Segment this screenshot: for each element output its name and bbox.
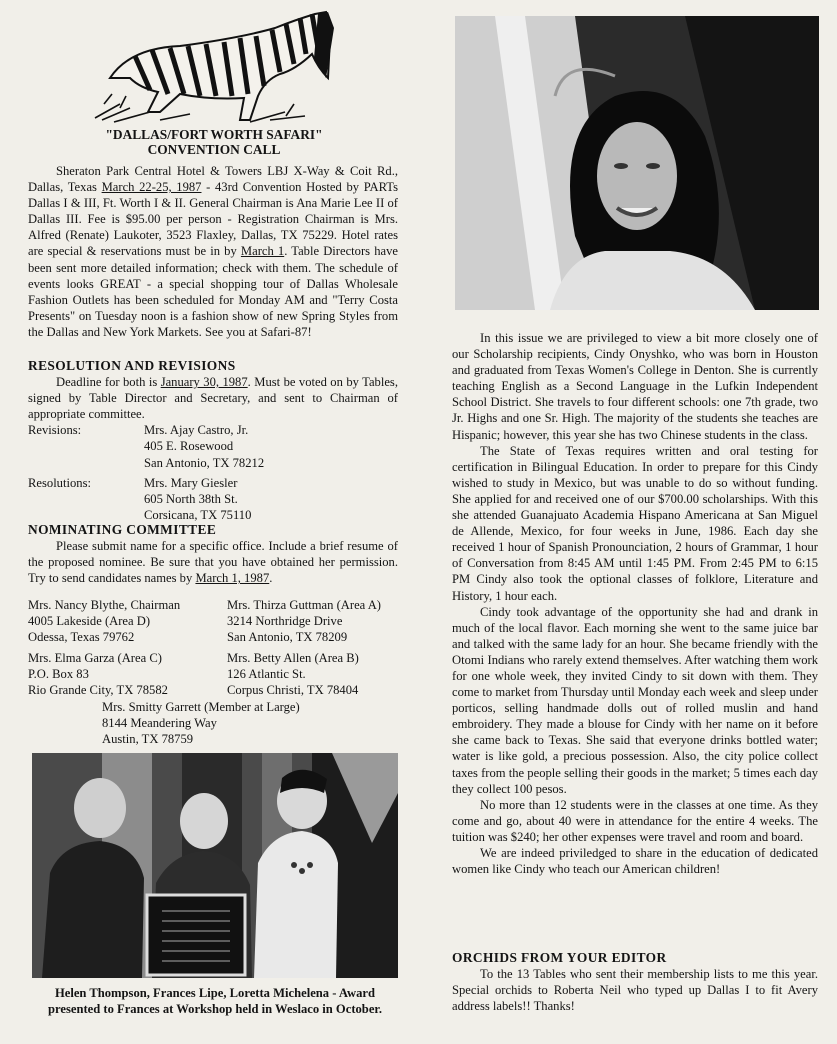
resolutions-contact: Resolutions: Mrs. Mary Giesler 605 North 38th St. Corsicana, TX 75110	[28, 475, 252, 522]
reservation-deadline: March 1	[240, 244, 285, 259]
orchids-section	[452, 950, 818, 1014]
nominee-contact: Mrs. Nancy Blythe, Chairman 4005 Lakeside (Area D) Odessa, Texas 79762	[28, 598, 181, 645]
revisions-contact: Revisions: Mrs. Ajay Castro, Jr. 405 E. Rosewood San Antonio, TX 78212	[28, 423, 265, 470]
nominee-contact: Mrs. Betty Allen (Area B) 126 Atlantic St. Corpus Christi, TX 78404	[227, 651, 359, 698]
article-paragraph: Cindy took advantage of the opportunity she had and drank in much of the local flavor. Each morning she went to the same juice bar and talked with the same lady for an hour. She became friendly with the Otomi Indians who rarely extend themselves. After watching them work for one whole week, they invited Cindy to sit down with them. They come to market from Thursday until Monday each week and sleep under porticos, selling handmade dolls out of rolled muslin and hand embroidery. They made a blouse for Cindy with her name on it before she came back to Texas. She said that everyone drinks bottled water; water is like gold, a precious possession. Also, the city police collect taxes from the people selling their goods in the market; 5 times each day they collect 100 pesos.	[452, 604, 818, 796]
scholarship-article	[452, 330, 818, 877]
safari-paragraph: Sheraton Park Central Hotel & Towers LBJ X-Way & Coit Rd., Dallas, Texas March 22-25, 1987 - 43rd Convention Hosted by PARTs Dallas I & III, Ft. Worth I & II. General Chairman is Ana Marie Lee II of Dallas III. Fee is $95.00 per person - Registration Chairman is Mrs. Alfred (Renate) Laukoter, 3523 Flaxley, Dallas, TX 75229. Hotel rates are special & reservations must be in by March 1. Table Directors have been sent more detailed information; check with them. The schedule of events looks GREAT - a special shopping tour of Dallas Wholesale Fashion Outlets has been scheduled for Monday AM and "Terry Costa Presents" on Tuesday noon is a fashion show of new Spring Styles from the Dallas and New York Markets. See you at Safari-87!	[28, 164, 398, 339]
nominee-contact: Mrs. Thirza Guttman (Area A) 3214 Northridge Drive San Antonio, TX 78209	[227, 598, 381, 645]
article-paragraph: In this issue we are privileged to view a bit more closely one of our Scholarship recipients, Cindy Onyshko, who was born in Houston and graduated from Texas Women's College in Denton. She is currently teaching English as a Second Language in the Lufkin Independent School District. She travels to four different schools: one 7th grade, two Jr. Highs and one Sr. High. The majority of the students she teaches are Hispanic; however, this year she has two Chinese students in the class.	[452, 331, 818, 442]
article-paragraph: We are indeed priviledged to share in the education of dedicated women like Cindy who teach our American children!	[452, 846, 818, 877]
orchids-heading: ORCHIDS FROM YOUR EDITOR	[452, 950, 667, 965]
zebra-illustration	[90, 8, 340, 126]
nominating-paragraph: Please submit name for a specific office. Include a brief resume of the proposed nominee. Be sure that you have obtained her permission. Try to send candidates names by March 1, 1987.	[28, 539, 398, 586]
safari-subtitle: CONVENTION CALL	[147, 142, 281, 157]
convention-date: March 22-25, 1987	[101, 180, 202, 195]
nominating-heading: NOMINATING COMMITTEE	[28, 522, 217, 537]
nominee-contact: Mrs. Smitty Garrett (Member at Large) 8144 Meandering Way Austin, TX 78759	[102, 700, 300, 747]
portrait-photo	[455, 16, 819, 310]
article-paragraph: The State of Texas requires written and oral testing for certification in Bilingual Education. In order to prepare for this Cindy wished to study in Mexico, but was unable to do so without funding. She applied for and received one of our $700.00 scholarships. With this she attended Guanajuato Academia Hispano Americana at San Miguel de Allende, Mexico, for four weeks in June, 1986. Each day she received 1 hour of Spanish Pronounciation, 2 hours of Grammar, 1 hour of Conversation from 8:45 AM until 1:45 PM. From 2:45 PM to 6:15 PM Cindy also took the optional classes of folklore, Literature and History, 1 hour each.	[452, 443, 818, 603]
orchids-paragraph: To the 13 Tables who sent their membership lists to me this year. Special orchids to Roberta Neil who typed up Dallas I to fit Avery address labels!! Thanks!	[452, 967, 818, 1014]
resolution-paragraph: Deadline for both is January 30, 1987. Must be voted on by Tables, signed by Table Director and Secretary, and sent to Chairman of appropriate committee.	[28, 375, 398, 422]
nominee-contact: Mrs. Elma Garza (Area C) P.O. Box 83 Rio Grande City, TX 78582	[28, 651, 168, 698]
safari-title: "DALLAS/FORT WORTH SAFARI"	[105, 127, 323, 142]
resolution-section	[28, 358, 398, 523]
resolution-heading: RESOLUTION AND REVISIONS	[28, 358, 236, 373]
award-photo	[32, 753, 398, 978]
photo-caption: Helen Thompson, Frances Lipe, Loretta Michelena - Award presented to Frances at Workshop held in Weslaco in October.	[48, 986, 382, 1016]
article-paragraph: No more than 12 students were in the classes at one time. As they come and go, about 40 were in attendance for the entire 4 weeks. The tuition was $240; her other expenses were travel and room and board.	[452, 797, 818, 844]
nominating-section	[28, 522, 398, 586]
